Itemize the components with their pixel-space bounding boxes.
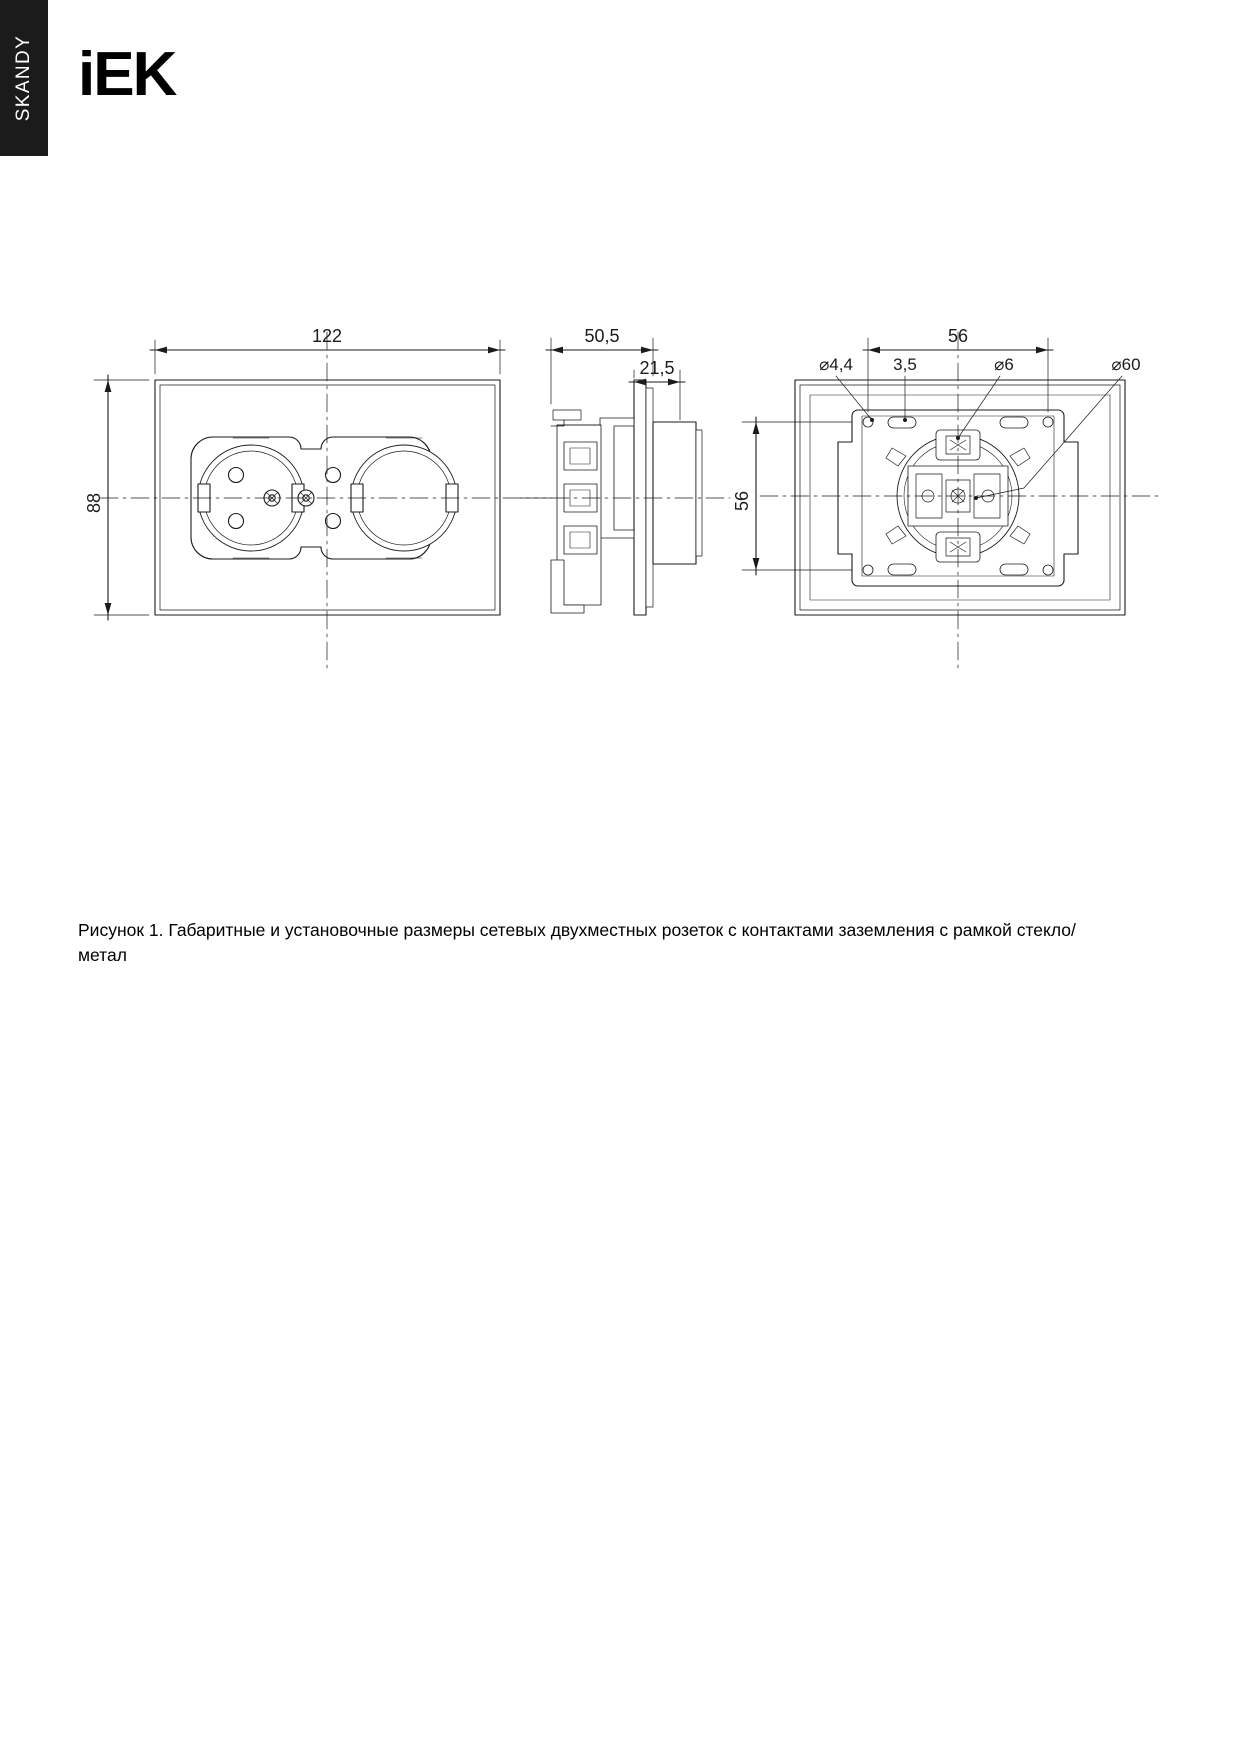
front-view <box>100 332 556 668</box>
dim-hole-mid-dia-label: ⌀6 <box>994 355 1014 374</box>
dim-hole-small-dia-label: ⌀4,4 <box>819 355 853 374</box>
dim-front-width <box>150 326 505 374</box>
iek-logo-text: iEK <box>78 40 176 109</box>
page-header <box>0 0 1239 156</box>
dim-offset-3-5-label: 3,5 <box>893 355 917 374</box>
dim-front-height <box>84 375 149 620</box>
drawing-canvas <box>0 270 1239 670</box>
series-tab-label: SKANDY <box>13 34 34 122</box>
iek-logo <box>78 40 176 109</box>
series-tab <box>0 0 48 156</box>
side-view <box>520 380 730 615</box>
dim-mount-width-label: 56 <box>947 326 969 346</box>
dim-front-width-label: 122 <box>311 326 343 346</box>
dim-side-front-depth-label: 21,5 <box>639 358 675 378</box>
dim-front-height-label: 88 <box>84 492 104 514</box>
dim-hole-large-dia-label: ⌀60 <box>1111 355 1141 374</box>
figure-caption: Рисунок 1. Габаритные и установочные размеры сетевых двухместных розеток с контактами заземления с рамкой стекло/ метал <box>78 920 1076 966</box>
technical-drawing <box>0 270 1239 670</box>
dim-side-total-depth-label: 50,5 <box>584 326 620 346</box>
rear-view <box>760 332 1160 668</box>
dim-mount-height-label: 56 <box>732 490 752 512</box>
